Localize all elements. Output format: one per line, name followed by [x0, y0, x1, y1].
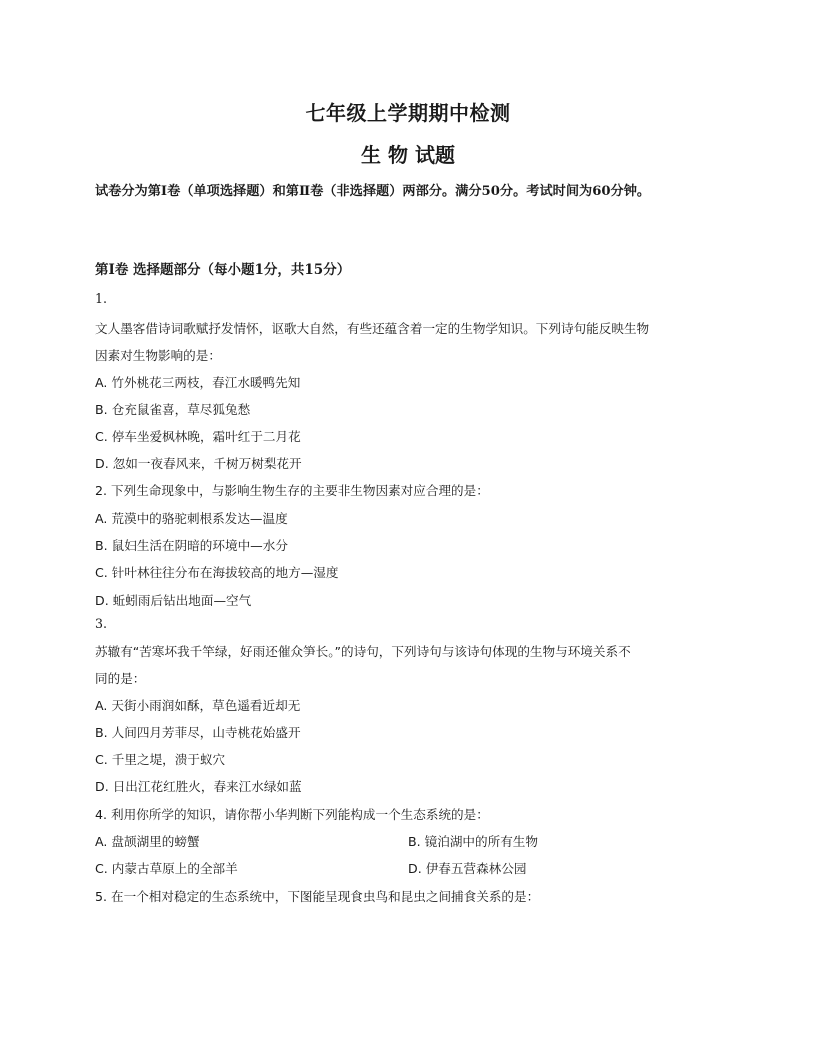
question-2-option-b: B. 鼠妇生活在阴暗的环境中—水分 — [95, 538, 288, 553]
question-1-option-d: D. 忽如一夜春风来，千树万树梨花开 — [95, 456, 302, 471]
page-title: 七年级上学期期中检测 — [305, 101, 511, 125]
question-3-stem-line-1: 苏辙有“苦寒坏我千竿绿，好雨还催众笋长。”的诗句，下列诗句与该诗句体现的生物与环境关系不 — [95, 644, 631, 659]
question-3-option-b: B. 人间四月芳菲尽，山寺桃花始盛开 — [95, 725, 301, 740]
question-5-stem: 5. 在一个相对稳定的生态系统中，下图能呈现食虫鸟和昆虫之间捕食关系的是： — [95, 889, 540, 904]
question-2-option-a: A. 荒漠中的骆驼刺根系发达—温度 — [95, 511, 288, 526]
question-4-option-d: D. 伊春五营森林公园 — [408, 861, 527, 876]
question-1-option-c: C. 停车坐爱枫林晚，霜叶红于二月花 — [95, 429, 301, 444]
question-1-stem-line-1: 文人墨客借诗词歌赋抒发情怀，讴歌大自然，有些还蕴含着一定的生物学知识。下列诗句能反映生物 — [95, 321, 650, 336]
question-3-option-c: C. 千里之堤，溃于蚁穴 — [95, 752, 226, 767]
section-heading: 第Ⅰ卷 选择题部分（每小题1分，共15分） — [95, 262, 351, 278]
question-3-number: 3. — [95, 616, 108, 631]
question-4-option-b: B. 镜泊湖中的所有生物 — [408, 834, 538, 849]
question-4-option-a: A. 盘颉湖里的螃蟹 — [95, 834, 200, 849]
question-4-stem: 4. 利用你所学的知识，请你帮小华判断下列能构成一个生态系统的是： — [95, 807, 489, 822]
question-3-stem-line-2: 同的是： — [95, 671, 146, 686]
question-1-stem-line-2: 因素对生物影响的是： — [95, 348, 221, 363]
question-1-option-a: A. 竹外桃花三两枝，春江水暖鸭先知 — [95, 375, 301, 390]
page-subtitle: 生 物 试题 — [361, 143, 455, 167]
question-4-option-c: C. 内蒙古草原上的全部羊 — [95, 861, 238, 876]
exam-notice: 试卷分为第Ⅰ卷（单项选择题）和第Ⅱ卷（非选择题）两部分。满分50分。考试时间为60分钟。 — [95, 184, 651, 199]
question-2-option-d: D. 蚯蚓雨后钻出地面—空气 — [95, 593, 252, 608]
question-1-number: 1. — [95, 291, 108, 306]
question-1-option-b: B. 仓充鼠雀喜，草尽狐兔愁 — [95, 402, 251, 417]
question-3-option-d: D. 日出江花红胜火，春来江水绿如蓝 — [95, 779, 302, 794]
question-2-option-c: C. 针叶林往往分布在海拔较高的地方—湿度 — [95, 565, 339, 580]
question-3-option-a: A. 天街小雨润如酥，草色遥看近却无 — [95, 698, 301, 713]
question-2-stem: 2. 下列生命现象中，与影响生物生存的主要非生物因素对应合理的是： — [95, 483, 489, 498]
